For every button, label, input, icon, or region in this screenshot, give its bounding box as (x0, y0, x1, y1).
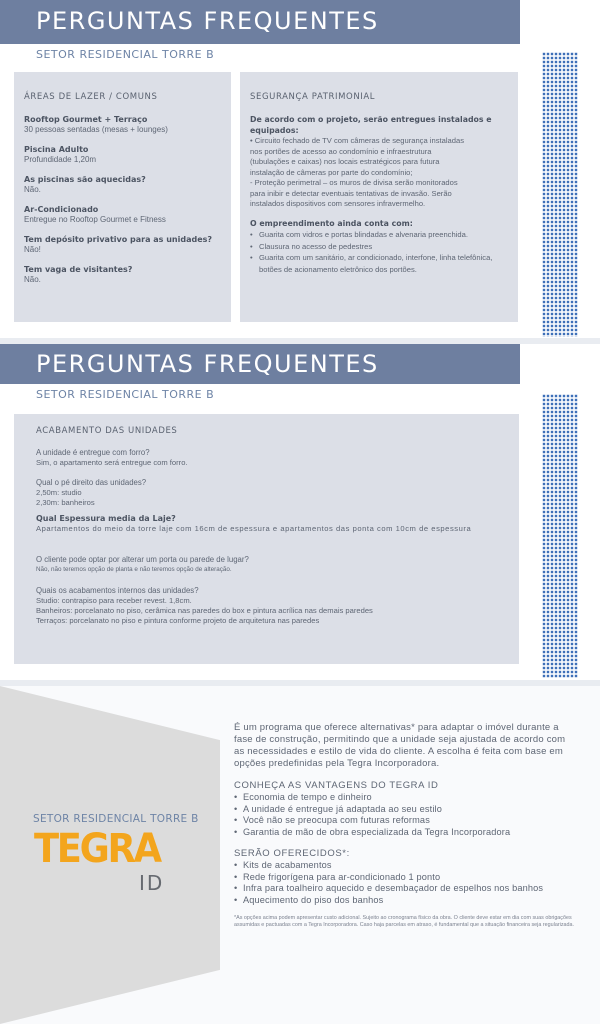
faq-item (24, 175, 221, 195)
security-question: De acordo com o projeto, serão entregues instalados e equipados: (250, 115, 492, 135)
faq-item (24, 205, 221, 225)
page-subtitle: SETOR RESIDENCIAL TORRE B (36, 388, 215, 401)
text-line: • Circuito fechado de TV com câmeras de segurança instaladas (250, 136, 464, 145)
text-line: - Proteção perimetral – os muros de divisa serão monitorados (250, 178, 458, 187)
faq-question: Tem depósito privativo para as unidades? (24, 235, 213, 244)
faq-question: As piscinas são aquecidas? (24, 175, 146, 184)
security-question: O empreendimento ainda conta com: (250, 218, 413, 228)
faq-page-2 (0, 344, 600, 680)
panel-heading: ACABAMENTO DAS UNIDADES (36, 426, 178, 436)
tegra-id-page (0, 686, 600, 1024)
faq-answer: Apartamentos do meio da torre laje com 16cm de espessura e apartamentos das ponta com 10cm de espessura (36, 524, 472, 533)
security-list (250, 229, 508, 275)
advantages-list (234, 792, 574, 838)
tegra-id-content (234, 722, 574, 929)
list-item: • Rede frigorígena para ar-condicionado 1 ponto (234, 872, 574, 884)
page-subtitle: SETOR RESIDENCIAL TORRE B (36, 48, 215, 61)
faq-answer: Banheiros: porcelanato no piso, cerâmica nas paredes do box e pintura acrílica nas demais paredes (36, 606, 373, 615)
list-item: • Aquecimento do piso dos banhos (234, 895, 574, 907)
faq-question: Rooftop Gourmet + Terraço (24, 115, 148, 124)
faq-question: A unidade é entregue com forro? (36, 448, 150, 457)
advantages-heading: CONHEÇA AS VANTAGENS DO TEGRA ID (234, 780, 439, 791)
faq-page-1 (0, 0, 600, 338)
list-item: • Você não se preocupa com futuras reformas (234, 815, 574, 827)
faq-answer: Entregue no Rooftop Gourmet e Fitness (24, 215, 166, 224)
faq-answer: Profundidade 1,20m (24, 155, 97, 164)
faq-item (24, 145, 221, 165)
security-description (250, 136, 508, 210)
text-line: instalação de câmeras por parte do condomínio; (250, 167, 413, 177)
finishes-panel (14, 414, 519, 664)
intro-paragraph: É um programa que oferece alternativas* para adaptar o imóvel durante a fase de construção, permitindo que a unidade seja ajustada de acordo com as necessidades e estilo de vida do cliente. A escolha é feita com base em opções predefinidas pela Tegra Incorporadora. (234, 722, 566, 769)
decorative-dot-pattern (542, 394, 578, 678)
text-line: nos portões de acesso ao condomínio e infraestrutura (250, 146, 432, 156)
faq-item (24, 115, 221, 135)
security-panel (240, 72, 518, 322)
faq-item (24, 265, 221, 285)
faq-question: Tem vaga de visitantes? (24, 265, 133, 274)
faq-answer: Terraços: porcelanato no piso e pintura conforme projeto de arquitetura nas paredes (36, 616, 320, 625)
page-subtitle: SETOR RESIDENCIAL TORRE B (33, 813, 199, 825)
page-title: PERGUNTAS FREQUENTES (36, 350, 379, 378)
faq-question: Piscina Adulto (24, 145, 89, 154)
faq-answer: Não. (24, 185, 41, 194)
page-title-banner (0, 344, 520, 384)
list-item: • Infra para toalheiro aquecido e desembaçador de espelhos nos banhos (234, 883, 574, 895)
faq-question: Ar-Condicionado (24, 205, 99, 214)
panel-heading: SEGURANÇA PATRIMONIAL (250, 92, 376, 102)
offers-heading: SERÃO OFERECIDOS*: (234, 848, 350, 859)
list-item: • Clausura no acesso de pedestres (250, 241, 508, 253)
list-item: • Garantia de mão de obra especializada da Tegra Incorporadora (234, 827, 574, 839)
faq-answer: Sim, o apartamento será entregue com forro. (36, 458, 188, 467)
text-line: (tubulações e caixas) nos locais estratégicos para futura (250, 157, 440, 166)
decorative-dot-pattern (542, 52, 578, 337)
tegra-id-logo (34, 826, 171, 895)
offers-list (234, 860, 574, 906)
page-title: PERGUNTAS FREQUENTES (36, 7, 379, 35)
logo-wordmark: TEGRA (34, 826, 160, 872)
faq-answer: Não! (24, 245, 41, 254)
list-item: • Economia de tempo e dinheiro (234, 792, 574, 804)
list-item: • A unidade é entregue já adaptada ao seu estilo (234, 804, 574, 816)
faq-item (24, 235, 221, 255)
list-item: • Guarita com vidros e portas blindadas e alvenaria preenchida. (250, 229, 508, 241)
list-item: • Guarita com um sanitário, ar condicionado, interfone, linha telefônica, botões de acionamento eletrônico dos portões. (250, 252, 508, 275)
logo-id-mark: ID (139, 871, 165, 895)
page-title-banner (0, 0, 520, 44)
faq-answer: 2,30m: banheiros (36, 498, 95, 507)
faq-answer: 30 pessoas sentadas (mesas + lounges) (24, 125, 168, 134)
text-line: instalados dispositivos com sensores infravermelho. (250, 199, 426, 208)
footnote: *As opções acima podem apresentar custo adicional. Sujeito ao cronograma físico da obra. O cliente deve estar em dia com suas obrigações assumidas e pactuadas com a Tegra Incorporadora. Caso haja parcelas em atraso, é fundamental que a situação financeira seja regularizada. (234, 915, 575, 929)
faq-answer: 2,50m: studio (36, 488, 82, 497)
faq-question: O cliente pode optar por alterar um porta ou parede de lugar? (36, 555, 249, 564)
panel-heading: ÁREAS DE LAZER / COMUNS (24, 92, 158, 102)
faq-question: Qual o pé direito das unidades? (36, 478, 147, 487)
faq-question: Qual Espessura media da Laje? (36, 514, 176, 523)
list-item: • Kits de acabamentos (234, 860, 574, 872)
faq-answer: Não, não teremos opção de planta e não teremos opção de alteração. (36, 566, 232, 573)
text-line: para inibir e detectar eventuais tentativas de invasão. Serão (250, 188, 452, 198)
leisure-areas-panel (14, 72, 231, 322)
faq-answer: Não. (24, 275, 41, 284)
faq-question: Quais os acabamentos internos das unidades? (36, 586, 199, 595)
faq-answer: Studio: contrapiso para receber revest. 1,8cm. (36, 596, 192, 605)
